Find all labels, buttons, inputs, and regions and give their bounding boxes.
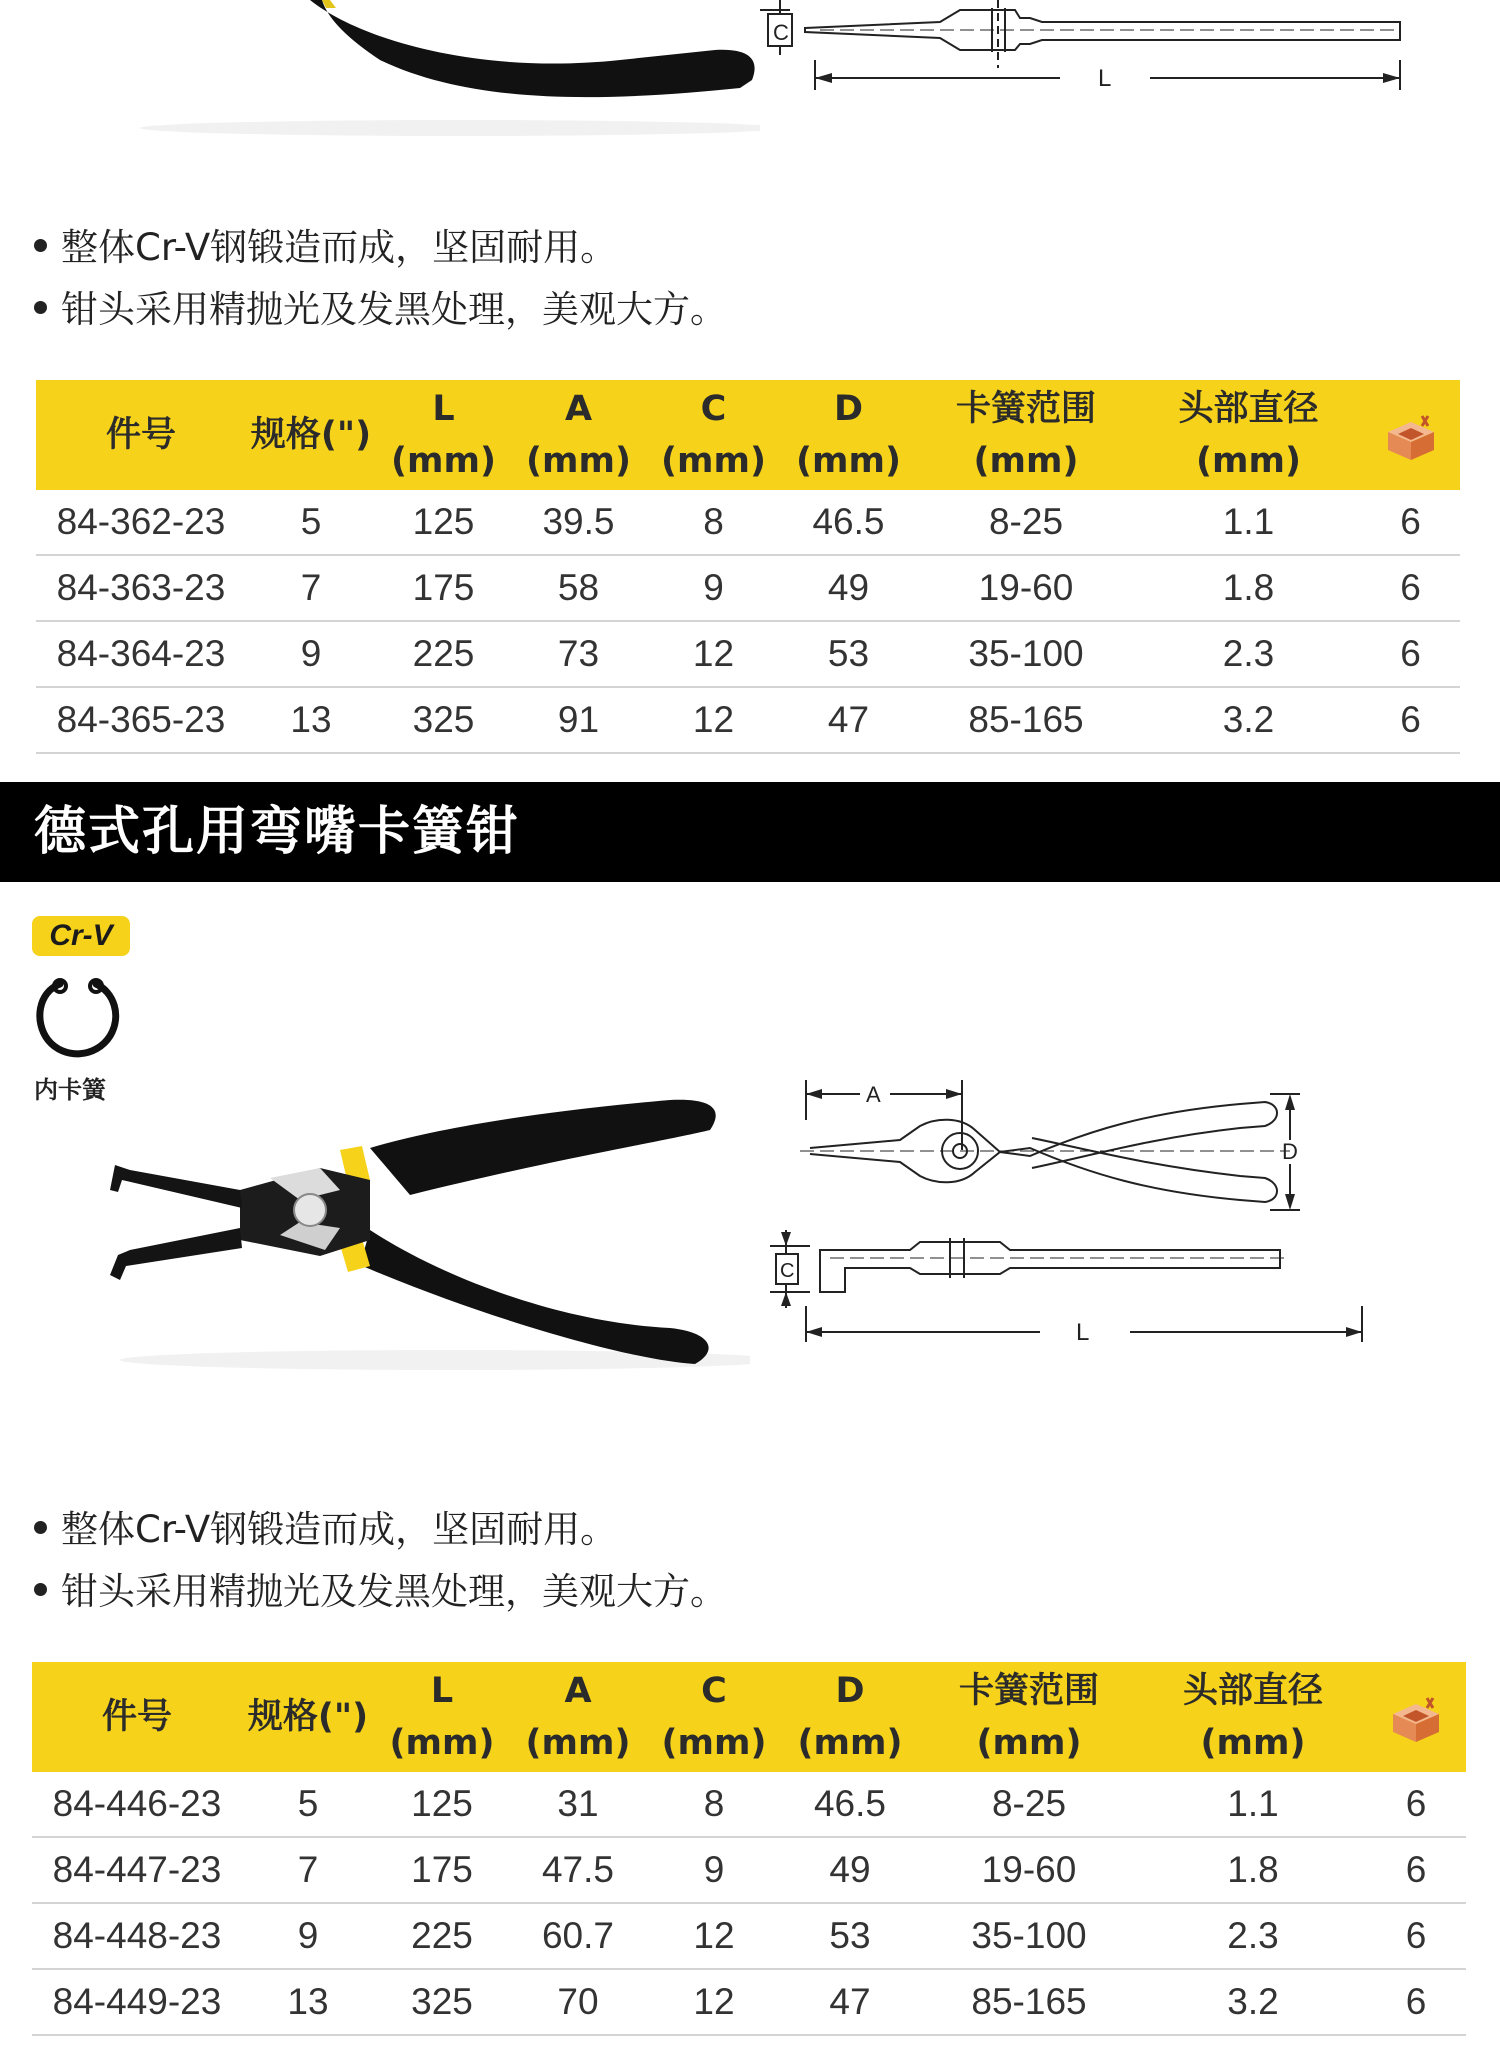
cell-part-no: 84-449-23 <box>32 1969 242 2035</box>
feature-bullet: 钳头采用精抛光及发黑处理，美观大方。 <box>34 1562 727 1622</box>
cell-a: 31 <box>510 1772 646 1837</box>
ring-type-label: 内卡簧 <box>34 1076 106 1104</box>
feature-bullet: 钳头采用精抛光及发黑处理，美观大方。 <box>34 280 727 340</box>
diagram-external-pliers <box>760 0 1420 110</box>
col-header-tip-diameter: 头部直径 (mm) <box>1136 380 1361 490</box>
col-header-l: L (mm) <box>376 380 511 490</box>
col-header-d: D (mm) <box>781 380 916 490</box>
cell-part-no: 84-363-23 <box>36 555 246 621</box>
cell-d: 49 <box>782 1837 918 1903</box>
cell-d: 47 <box>781 687 916 753</box>
col-header-c: C (mm) <box>646 1662 782 1772</box>
cell-size: 13 <box>242 1969 374 2035</box>
cell-part-no: 84-446-23 <box>32 1772 242 1837</box>
feature-bullet: 整体Cr-V钢锻造而成，坚固耐用。 <box>34 1500 617 1560</box>
table-row <box>36 621 1460 687</box>
cell-c: 12 <box>646 1969 782 2035</box>
cell-part-no: 84-448-23 <box>32 1903 242 1969</box>
cell-part-no: 84-364-23 <box>36 621 246 687</box>
cell-c: 12 <box>646 1903 782 1969</box>
cell-ring-range: 35-100 <box>918 1903 1140 1969</box>
cell-a: 47.5 <box>510 1837 646 1903</box>
cell-l: 175 <box>376 555 511 621</box>
cell-tip-diameter: 1.1 <box>1140 1772 1366 1837</box>
cell-a: 58 <box>511 555 646 621</box>
table-row <box>36 687 1460 753</box>
cell-box-qty: 6 <box>1366 1903 1466 1969</box>
diagram-label-d: D <box>1282 1139 1298 1164</box>
product-photo-internal-bent-pliers <box>70 1060 750 1380</box>
cell-l: 225 <box>376 621 511 687</box>
table-header-row <box>32 1662 1466 1772</box>
col-header-box <box>1366 1662 1466 1772</box>
cell-a: 73 <box>511 621 646 687</box>
col-header-box <box>1361 380 1460 490</box>
cell-ring-range: 85-165 <box>918 1969 1140 2035</box>
cell-size: 13 <box>246 687 376 753</box>
col-header-a: A (mm) <box>510 1662 646 1772</box>
cell-a: 39.5 <box>511 490 646 555</box>
cell-a: 60.7 <box>510 1903 646 1969</box>
cell-ring-range: 35-100 <box>916 621 1136 687</box>
cell-tip-diameter: 2.3 <box>1136 621 1361 687</box>
col-header-part-no: 件号 <box>32 1662 242 1772</box>
table-row <box>32 1969 1466 2035</box>
cell-size: 5 <box>242 1772 374 1837</box>
product-photo-external-pliers <box>60 0 760 140</box>
col-header-size: 规格(") <box>242 1662 374 1772</box>
col-header-a: A (mm) <box>511 380 646 490</box>
cell-d: 53 <box>782 1903 918 1969</box>
cell-l: 125 <box>374 1772 510 1837</box>
cell-ring-range: 85-165 <box>916 687 1136 753</box>
cell-ring-range: 19-60 <box>918 1837 1140 1903</box>
table-header-row <box>36 380 1460 490</box>
cell-d: 53 <box>781 621 916 687</box>
cell-box-qty: 6 <box>1361 687 1460 753</box>
cell-size: 5 <box>246 490 376 555</box>
col-header-ring-range: 卡簧范围 (mm) <box>916 380 1136 490</box>
col-header-tip-diameter: 头部直径 (mm) <box>1140 1662 1366 1772</box>
table-row <box>32 1903 1466 1969</box>
spec-table-1 <box>36 380 1460 754</box>
col-header-c: C (mm) <box>646 380 781 490</box>
cell-ring-range: 8-25 <box>918 1772 1140 1837</box>
cell-d: 47 <box>782 1969 918 2035</box>
cell-tip-diameter: 2.3 <box>1140 1903 1366 1969</box>
material-badge: Cr-V <box>32 916 130 956</box>
cell-size: 7 <box>242 1837 374 1903</box>
cell-tip-diameter: 1.1 <box>1136 490 1361 555</box>
col-header-d: D (mm) <box>782 1662 918 1772</box>
col-header-l: L (mm) <box>374 1662 510 1772</box>
cell-d: 49 <box>781 555 916 621</box>
cell-l: 325 <box>374 1969 510 2035</box>
cell-size: 9 <box>246 621 376 687</box>
cell-a: 70 <box>510 1969 646 2035</box>
section-header-bar <box>0 782 1500 882</box>
cell-c: 9 <box>646 1837 782 1903</box>
cell-c: 8 <box>646 490 781 555</box>
cell-tip-diameter: 1.8 <box>1140 1837 1366 1903</box>
cell-box-qty: 6 <box>1361 621 1460 687</box>
diagram-label-a: A <box>866 1082 881 1107</box>
cell-box-qty: 6 <box>1366 1837 1466 1903</box>
diagram-label-l: L <box>1098 65 1112 92</box>
col-header-size: 规格(") <box>246 380 376 490</box>
cell-tip-diameter: 1.8 <box>1136 555 1361 621</box>
diagram-label-c: C <box>773 20 789 45</box>
feature-bullet: 整体Cr-V钢锻造而成，坚固耐用。 <box>34 218 617 278</box>
table-row <box>36 490 1460 555</box>
internal-circlip-icon <box>30 978 126 1062</box>
cell-l: 325 <box>376 687 511 753</box>
cell-c: 9 <box>646 555 781 621</box>
cell-tip-diameter: 3.2 <box>1136 687 1361 753</box>
cell-size: 9 <box>242 1903 374 1969</box>
cell-ring-range: 8-25 <box>916 490 1136 555</box>
col-header-ring-range: 卡簧范围 (mm) <box>918 1662 1140 1772</box>
cell-box-qty: 6 <box>1361 490 1460 555</box>
cell-c: 12 <box>646 621 781 687</box>
diagram-label-l: L <box>1076 1319 1090 1346</box>
col-header-part-no: 件号 <box>36 380 246 490</box>
spec-table-2 <box>32 1662 1466 2036</box>
cell-d: 46.5 <box>781 490 916 555</box>
box-icon <box>1382 406 1440 464</box>
cell-l: 125 <box>376 490 511 555</box>
cell-l: 175 <box>374 1837 510 1903</box>
table-row <box>32 1837 1466 1903</box>
cell-part-no: 84-447-23 <box>32 1837 242 1903</box>
cell-size: 7 <box>246 555 376 621</box>
section-title: 德式孔用弯嘴卡簧钳 <box>34 802 521 862</box>
cell-box-qty: 6 <box>1361 555 1460 621</box>
cell-tip-diameter: 3.2 <box>1140 1969 1366 2035</box>
diagram-internal-bent-pliers <box>770 1060 1430 1360</box>
cell-l: 225 <box>374 1903 510 1969</box>
cell-c: 8 <box>646 1772 782 1837</box>
cell-part-no: 84-365-23 <box>36 687 246 753</box>
cell-ring-range: 19-60 <box>916 555 1136 621</box>
cell-a: 91 <box>511 687 646 753</box>
cell-part-no: 84-362-23 <box>36 490 246 555</box>
cell-box-qty: 6 <box>1366 1772 1466 1837</box>
diagram-label-c: C <box>780 1260 795 1282</box>
cell-box-qty: 6 <box>1366 1969 1466 2035</box>
table-row <box>32 1772 1466 1837</box>
box-icon <box>1387 1688 1445 1746</box>
table-row <box>36 555 1460 621</box>
cell-d: 46.5 <box>782 1772 918 1837</box>
cell-c: 12 <box>646 687 781 753</box>
